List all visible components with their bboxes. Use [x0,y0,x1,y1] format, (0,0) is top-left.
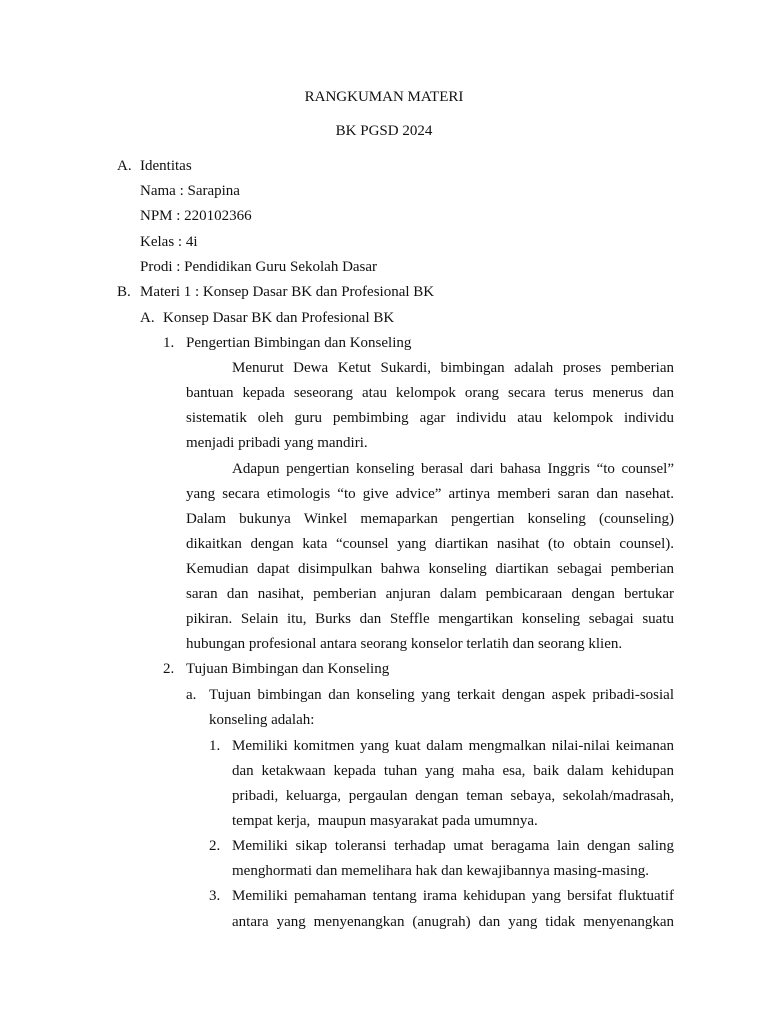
paragraph-line: dan ketakwaan kepada tuhan yang maha esa, baik dalam kehidupan [232,763,674,779]
paragraph-line: yang secara etimologis “to give advice” artinya memberi saran dan nasehat. [186,486,674,502]
section-b-marker: B. [117,284,131,300]
paragraph-line: Memiliki pemahaman tentang irama kehidupan yang bersifat fluktuatif [232,888,674,904]
item-1-marker: 1. [163,335,175,351]
identity-name: Nama : Sarapina [140,183,240,199]
paragraph-line: menjadi pribadi yang mandiri. [186,435,368,451]
identity-class: Kelas : 4i [140,234,198,250]
paragraph-line: Menurut Dewa Ketut Sukardi, bimbingan adalah proses pemberian [232,360,674,376]
paragraph-line: Memiliki sikap toleransi terhadap umat beragama lain dengan saling [232,838,674,854]
document-subtitle: BK PGSD 2024 [335,123,433,139]
section-a-marker: A. [117,158,132,174]
paragraph-line: Adapun pengertian konseling berasal dari bahasa Inggris “to counsel” [232,461,674,477]
paragraph-line: antara yang menyenangkan (anugrah) dan yang tidak menyenangkan [232,914,674,930]
item-1-heading: Pengertian Bimbingan dan Konseling [186,335,412,351]
sub-item-a-marker: a. [186,687,197,703]
paragraph-line: konseling adalah: [209,712,315,728]
point-3-marker: 3. [209,888,221,904]
paragraph-line: sistematik oleh guru pembimbing agar individu atau kelompok individu [186,410,674,426]
document-title: RANGKUMAN MATERI [304,89,464,105]
paragraph-line: pribadi, keluarga, pergaulan dengan teman sebaya, sekolah/madrasah, [232,788,674,804]
paragraph-line: dikaitkan dengan kata “counsel yang diartikan nasihat (to obtain counsel). [186,536,674,552]
subsection-a-heading: Konsep Dasar BK dan Profesional BK [163,310,395,326]
identity-npm: NPM : 220102366 [140,208,252,224]
paragraph-line: menghormati dan memelihara hak dan kewajibannya masing-masing. [232,863,649,879]
paragraph-line: tempat kerja, maupun masyarakat pada umumnya. [232,813,538,829]
subsection-a-marker: A. [140,310,155,326]
paragraph-line: Kemudian dapat disimpulkan bahwa konseling diartikan sebagai pemberian [186,561,674,577]
point-1-marker: 1. [209,738,221,754]
paragraph-line: Tujuan bimbingan dan konseling yang terkait dengan aspek pribadi-sosial [209,687,674,703]
identity-program: Prodi : Pendidikan Guru Sekolah Dasar [140,259,378,275]
section-b-heading: Materi 1 : Konsep Dasar BK dan Profesional BK [140,284,435,300]
paragraph-line: Dalam bukunya Winkel memaparkan pengertian konseling (counseling) [186,511,674,527]
paragraph-line: bantuan kepada seseorang atau kelompok orang secara terus menerus dan [186,385,674,401]
item-2-marker: 2. [163,661,175,677]
section-a-heading: Identitas [140,158,192,174]
paragraph-line: hubungan profesional antara seorang konselor terlatih dan seorang klien. [186,636,623,652]
point-2-marker: 2. [209,838,221,854]
item-2-heading: Tujuan Bimbingan dan Konseling [186,661,390,677]
paragraph-line: pikiran. Selain itu, Burks dan Steffle mengartikan konseling sebagai suatu [186,611,674,627]
paragraph-line: Memiliki komitmen yang kuat dalam mengmalkan nilai-nilai keimanan [232,738,674,754]
paragraph-line: saran dan nasihat, pemberian anjuran dalam pembicaraan dengan bertukar [186,586,674,602]
